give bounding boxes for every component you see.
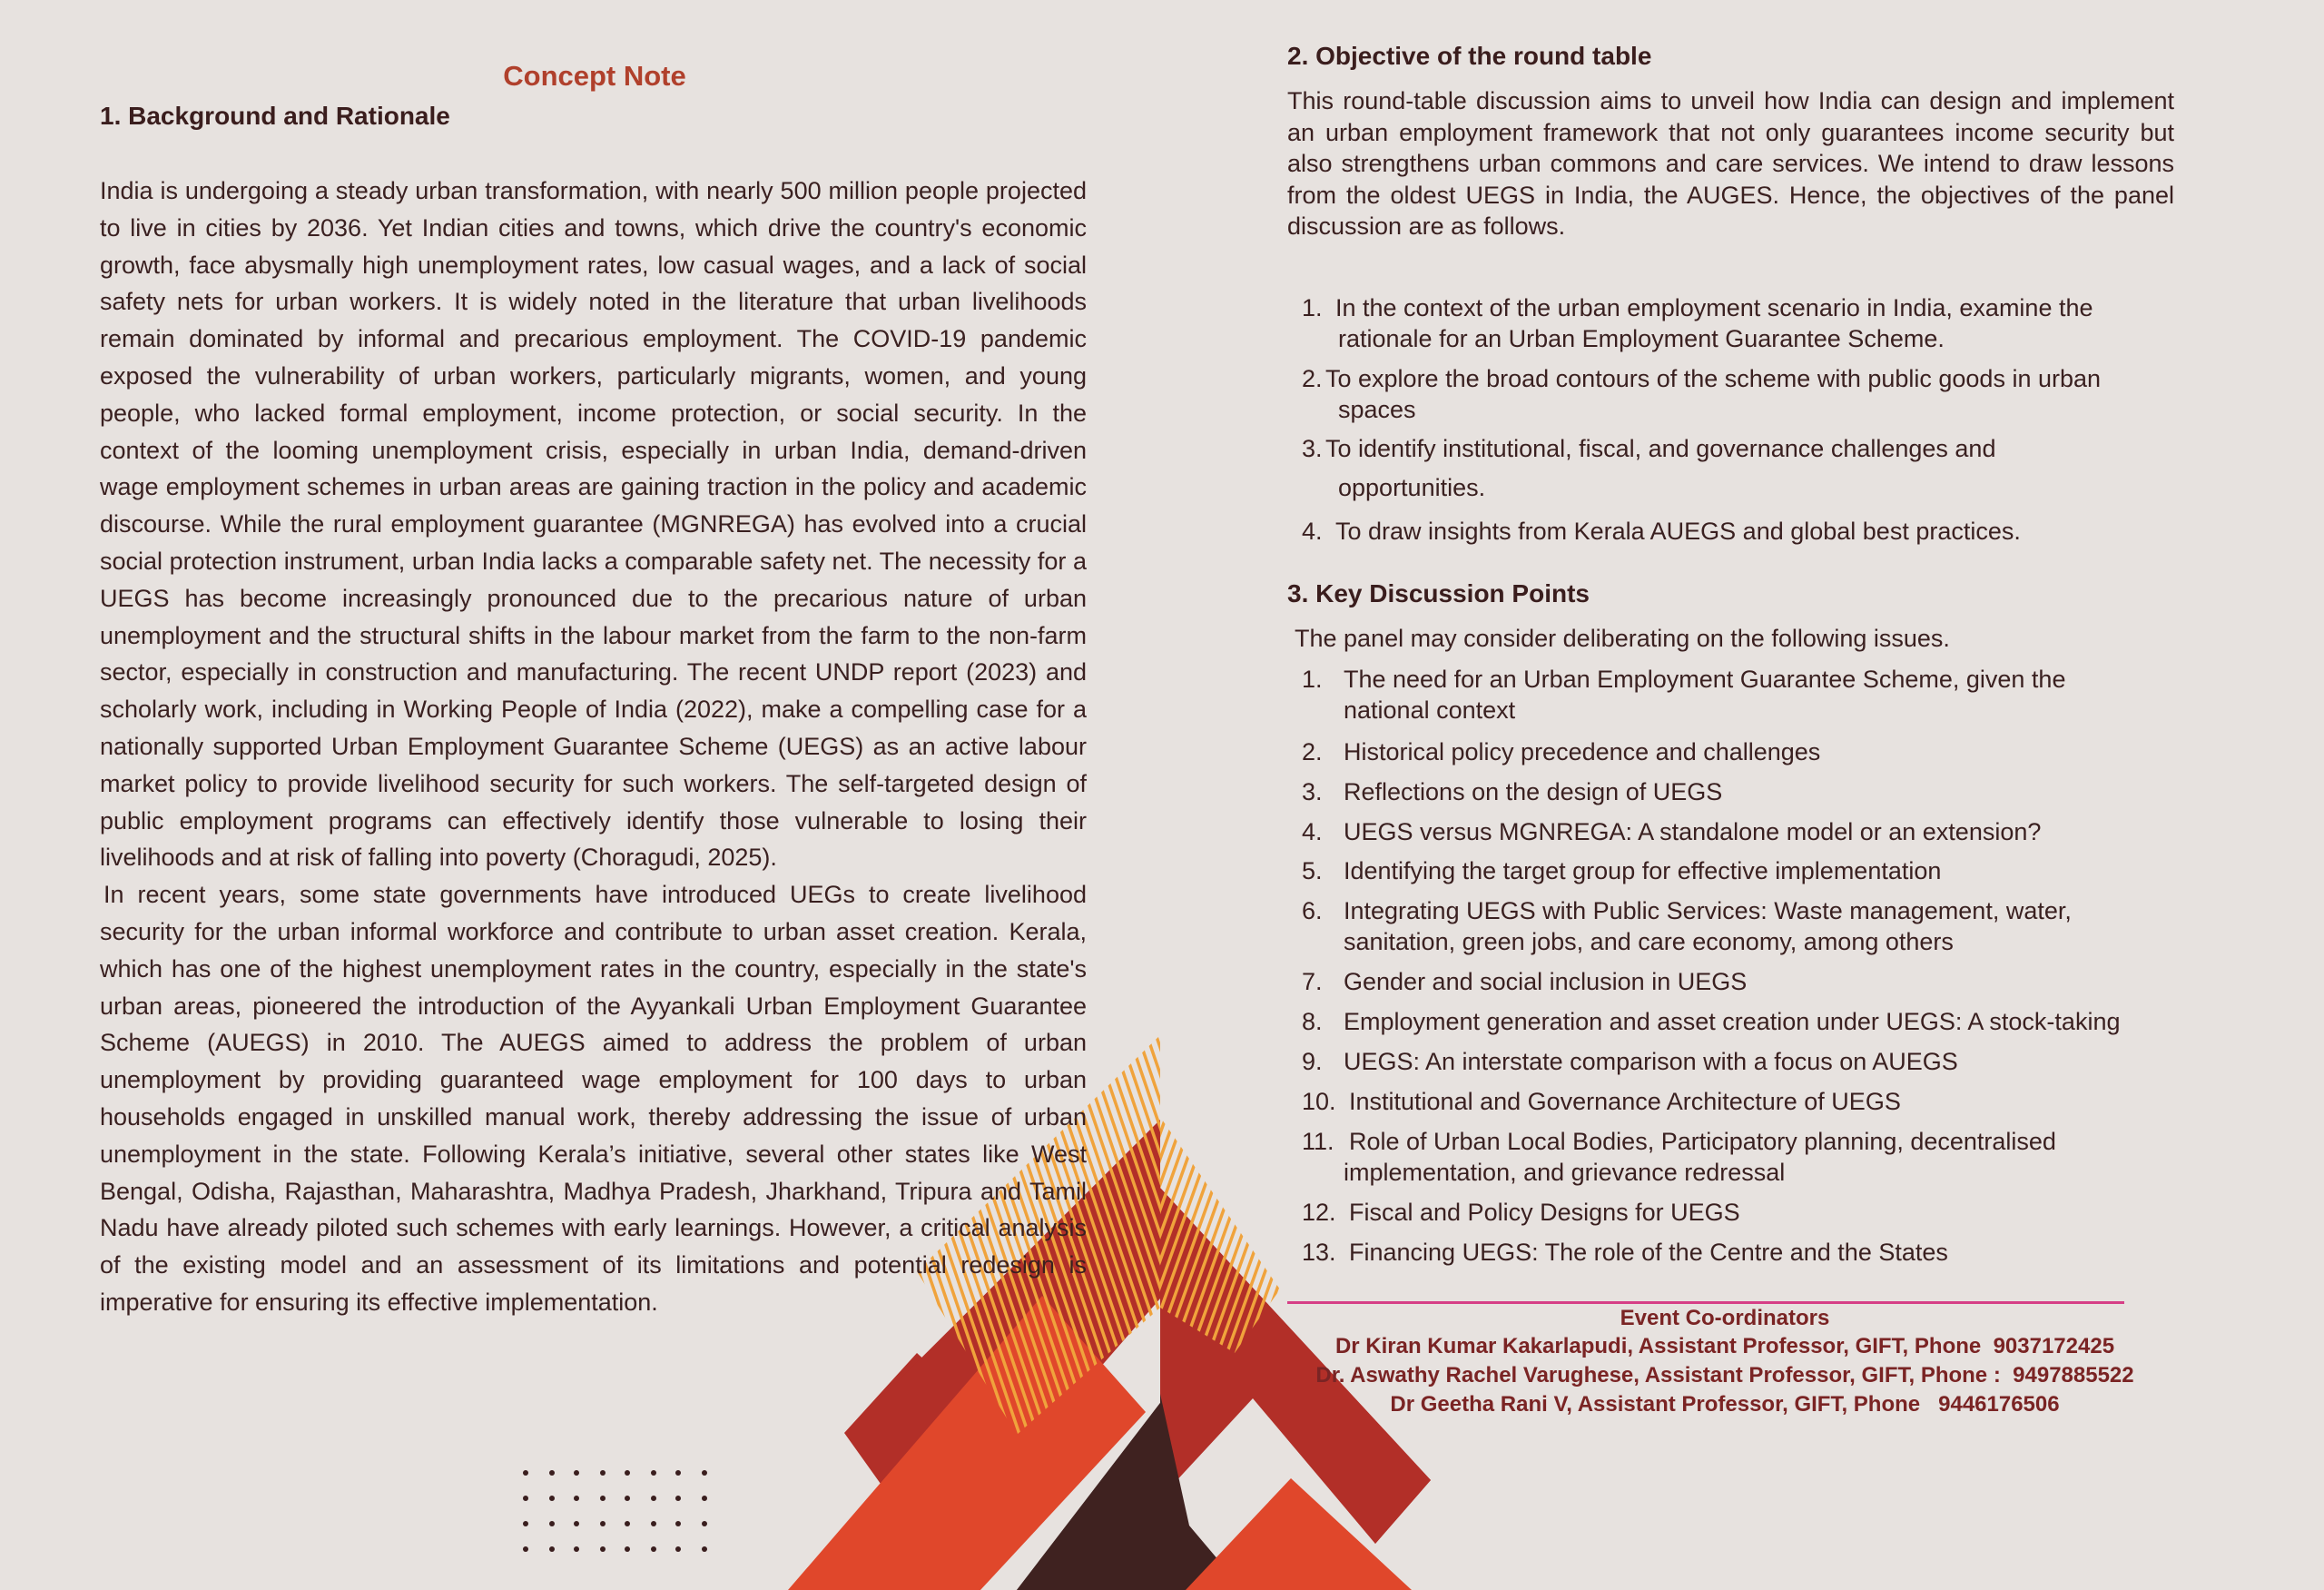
list-item-text: UEGS: An interstate comparison with a focus on AUEGS <box>1344 1048 1958 1075</box>
dot <box>549 1521 555 1526</box>
list-item-text: Employment generation and asset creation under UEGS: A stock-taking <box>1344 1008 2121 1035</box>
dot <box>651 1546 656 1552</box>
list-item-number: 9. <box>1302 1048 1323 1075</box>
list-item-text: The need for an Urban Employment Guarantee Scheme, given the <box>1344 666 2066 693</box>
dot <box>702 1546 707 1552</box>
list-item-text: Historical policy precedence and challenges <box>1344 738 1821 765</box>
dot <box>574 1546 579 1552</box>
dot <box>675 1496 681 1501</box>
dot <box>523 1470 528 1476</box>
list-item-text: In the context of the urban employment scenario in India, examine the <box>1335 294 2093 321</box>
dot <box>651 1496 656 1501</box>
list-item-number: 13. <box>1302 1239 1336 1266</box>
dot <box>625 1546 630 1552</box>
list-item-text: Institutional and Governance Architecture of UEGS <box>1349 1088 1901 1115</box>
dot <box>523 1496 528 1501</box>
list-item-text: sanitation, green jobs, and care economy, among others <box>1344 928 1954 955</box>
dot <box>625 1496 630 1501</box>
dot <box>574 1521 579 1526</box>
list-item-number: 11. <box>1302 1128 1334 1155</box>
dot <box>675 1470 681 1476</box>
list-item-text: Gender and social inclusion in UEGS <box>1344 968 1748 995</box>
background-paragraph-1: India is undergoing a steady urban transformation, with nearly 500 million people projected to live in cities by 2036. Yet Indian cities and towns, which drive the country's economic growth, face abysmally high unemployment rates, low casual wages, and a lack of social safety nets for urban workers. It is widely noted in the literature that urban livelihoods remain dominated by informal and precarious employment. The COVID-19 pandemic exposed the vulnerability of urban workers, particularly migrants, women, and young people, who lacked formal employment, income protection, or social security. In the context of the looming unemployment crisis, especially in urban India, demand-driven wage employment schemes in urban areas are gaining traction in the policy and academic discourse. While the rural employment guarantee (MGNREGA) has evolved into a crucial social protection instrument, urban India lacks a comparable safety net. The necessity for a UEGS has become increasingly pronounced due to the precarious nature of urban unemployment and the structural shifts in the labour market from the farm to the non-farm sector, especially in construction and manufacturing. The recent UNDP report (2023) and scholarly work, including in Working People of India (2022), make a compelling case for a nationally supported Urban Employment Guarantee Scheme (UEGS) as an active labour market policy to provide livelihood security for such workers. The self-targeted design of public employment programs can effectively identify those vulnerable to losing their livelihoods and at risk of falling into poverty (Choragudi, 2025). <box>100 177 1087 872</box>
list-item-number: 3. <box>1302 435 1323 462</box>
list-item-number: 2. <box>1302 738 1323 765</box>
background-body <box>100 173 1087 1321</box>
dot <box>702 1496 707 1501</box>
list-item-number: 3. <box>1302 778 1323 805</box>
list-item-number: 6. <box>1302 897 1323 924</box>
objective-paragraph: This round-table discussion aims to unveil how India can design and implement an urban employment framework that not only guarantees income security but also strengthens urban commons and care services. We intend to draw lessons from the oldest UEGS in India, the AUGES. Hence, the objectives of the panel discussion are as follows. <box>1287 87 2174 241</box>
dot <box>625 1521 630 1526</box>
coordinator-3: Dr Geetha Rani V, Assistant Professor, GIFT, Phone 9446176506 <box>1390 1392 2060 1417</box>
list-item-number: 7. <box>1302 968 1323 995</box>
list-item-text: To explore the broad contours of the scheme with public goods in urban <box>1325 365 2102 392</box>
coordinators-heading: Event Co-ordinators <box>1620 1306 1830 1330</box>
dot <box>625 1470 630 1476</box>
divider-rule <box>1287 1301 2124 1304</box>
dot <box>574 1496 579 1501</box>
dot <box>549 1546 555 1552</box>
coordinators-block <box>1271 1305 2179 1419</box>
dot <box>600 1496 606 1501</box>
page-title: Concept Note <box>503 60 686 92</box>
dot <box>549 1496 555 1501</box>
coordinator-1: Dr Kiran Kumar Kakarlapudi, Assistant Professor, GIFT, Phone 9037172425 <box>1334 1334 2115 1358</box>
section-heading-objective: 2. Objective of the round table <box>1287 42 1652 70</box>
list-item-text: rationale for an Urban Employment Guarantee Scheme. <box>1338 325 1945 352</box>
dot <box>574 1470 579 1476</box>
list-item-number: 8. <box>1302 1008 1323 1035</box>
list-item-text: opportunities. <box>1338 474 1486 501</box>
dot <box>675 1546 681 1552</box>
dot <box>549 1470 555 1476</box>
dot <box>702 1521 707 1526</box>
list-item-text: implementation, and grievance redressal <box>1344 1159 1786 1186</box>
list-item-number: 1. <box>1302 666 1323 693</box>
list-item-number: 2. <box>1302 365 1323 392</box>
list-item-text: Role of Urban Local Bodies, Participatory planning, decentralised <box>1349 1128 2056 1155</box>
dot <box>600 1546 606 1552</box>
list-item-text: national context <box>1344 696 1516 724</box>
dot <box>523 1546 528 1552</box>
dot <box>675 1521 681 1526</box>
list-item-number: 4. <box>1302 518 1323 545</box>
dot-grid <box>523 1470 707 1552</box>
list-item-text: UEGS versus MGNREGA: A standalone model or an extension? <box>1344 818 2042 845</box>
section-heading-background: 1. Background and Rationale <box>100 102 450 130</box>
list-item-text: To identify institutional, fiscal, and governance challenges and <box>1325 435 1996 462</box>
list-item-text: Financing UEGS: The role of the Centre and the States <box>1349 1239 1948 1266</box>
list-item-text: spaces <box>1338 396 1416 423</box>
dot <box>651 1521 656 1526</box>
list-item-number: 1. <box>1302 294 1323 321</box>
list-item-text: Integrating UEGS with Public Services: Waste management, water, <box>1344 897 2072 924</box>
list-item-number: 10. <box>1302 1088 1336 1115</box>
list-item-text: Fiscal and Policy Designs for UEGS <box>1349 1199 1740 1226</box>
dot <box>523 1521 528 1526</box>
coordinator-2: Dr. Aswathy Rachel Varughese, Assistant Professor, GIFT, Phone : 9497885522 <box>1315 1363 2134 1388</box>
dot <box>600 1470 606 1476</box>
dot <box>702 1470 707 1476</box>
list-item-number: 12. <box>1302 1199 1336 1226</box>
background-paragraph-2: In recent years, some state governments have introduced UEGs to create livelihood security for the urban informal workforce and contribute to urban asset creation. Kerala, which has one of the highest unemployment rates in the country, especially in the state's urban areas, pioneered the introduction of the Ayyankali Urban Employment Guarantee Scheme (AUEGS) in 2010. The AUEGS aimed to address the problem of urban unemployment by providing guaranteed wage employment for 100 days to urban households engaged in unskilled manual work, thereby addressing the issue of urban unemployment in the state. Following Kerala’s initiative, several other states like West Bengal, Odisha, Rajasthan, Maharashtra, Madhya Pradesh, Jharkhand, Tripura and Tamil Nadu have already piloted such schemes with early learnings. However, a critical analysis of the existing model and an assessment of its limitations and potential redesign is imperative for ensuring its effective implementation. <box>100 881 1087 1316</box>
dot <box>600 1521 606 1526</box>
dot <box>651 1470 656 1476</box>
list-item-number: 5. <box>1302 857 1323 884</box>
section-heading-discussion: 3. Key Discussion Points <box>1287 579 1590 607</box>
list-item-text: To draw insights from Kerala AUEGS and global best practices. <box>1335 518 2021 545</box>
list-item-text: Identifying the target group for effective implementation <box>1344 857 1942 884</box>
list-item-text: Reflections on the design of UEGS <box>1344 778 1723 805</box>
list-item-number: 4. <box>1302 818 1323 845</box>
discussion-intro: The panel may consider deliberating on the following issues. <box>1295 625 1950 652</box>
